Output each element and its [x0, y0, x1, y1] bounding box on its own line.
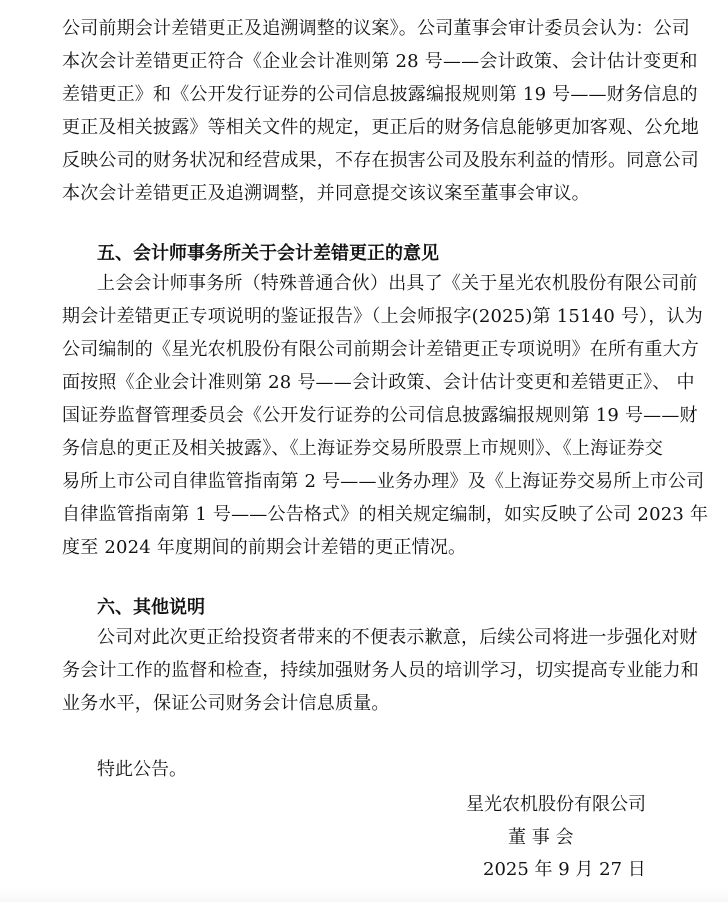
paragraph-line: 本次会计差错更正符合《企业会计准则第 28 号——会计政策、会计估计变更和 — [62, 51, 698, 72]
paragraph-line: 公司对此次更正给投资者带来的不便表示歉意，后续公司将进一步强化对财 — [97, 627, 698, 648]
paragraph-line: 度至 2024 年度期间的前期会计差错的更正情况。 — [62, 537, 467, 558]
paragraph-line: 业务水平，保证公司财务会计信息质量。 — [62, 693, 390, 714]
closing-statement: 特此公告。 — [97, 759, 187, 780]
paragraph-line: 公司前期会计差错更正及追溯调整的议案》。公司董事会审计委员会认为：公司 — [62, 18, 690, 39]
paragraph-line: 务会计工作的监督和检查，持续加强财务人员的培训学习，切实提高专业能力和 — [62, 660, 699, 681]
paragraph-line: 反映公司的财务状况和经营成果，不存在损害公司及股东利益的情形。同意公司 — [62, 150, 699, 171]
paragraph-line: 上会会计师事务所（特殊普通合伙）出具了《关于星光农机股份有限公司前 — [97, 273, 698, 294]
paragraph-line: 期会计差错更正专项说明的鉴证报告》（上会师报字(2025)第 15140 号），认为 — [62, 306, 703, 327]
paragraph-line: 务信息的更正及相关披露》、《上海证券交易所股票上市规则》、《上海证券交 — [62, 438, 663, 459]
signature-date: 2025 年 9 月 27 日 — [483, 859, 646, 880]
signature-board: 董 事 会 — [508, 827, 574, 848]
paragraph-line: 易所上市公司自律监管指南第 2 号——业务办理》及《上海证券交易所上市公司 — [62, 471, 705, 492]
section-heading-5: 五、会计师事务所关于会计差错更正的意见 — [97, 243, 439, 264]
paragraph-line: 差错更正》和《公开发行证券的公司信息披露编报规则第 19 号——财务信息的 — [62, 84, 698, 105]
signature-company: 星光农机股份有限公司 — [466, 794, 646, 815]
paragraph-line: 自律监管指南第 1 号——公告格式》的相关规定编制，如实反映了公司 2023 年 — [62, 504, 709, 525]
paragraph-line: 本次会计差错更正及追溯调整，并同意提交该议案至董事会审议。 — [62, 183, 590, 204]
section-heading-6: 六、其他说明 — [97, 597, 205, 618]
paragraph-line: 面按照《企业会计准则第 28 号——会计政策、会计估计变更和差错更正》、 中 — [62, 372, 695, 393]
paragraph-line: 国证券监督管理委员会《公开发行证券的公司信息披露编报规则第 19 号——财 — [62, 405, 698, 426]
paragraph-line: 公司编制的《星光农机股份有限公司前期会计差错更正专项说明》在所有重大方 — [62, 339, 699, 360]
paragraph-line: 更正及相关披露》等相关文件的规定，更正后的财务信息能够更加客观、公允地 — [62, 117, 699, 138]
